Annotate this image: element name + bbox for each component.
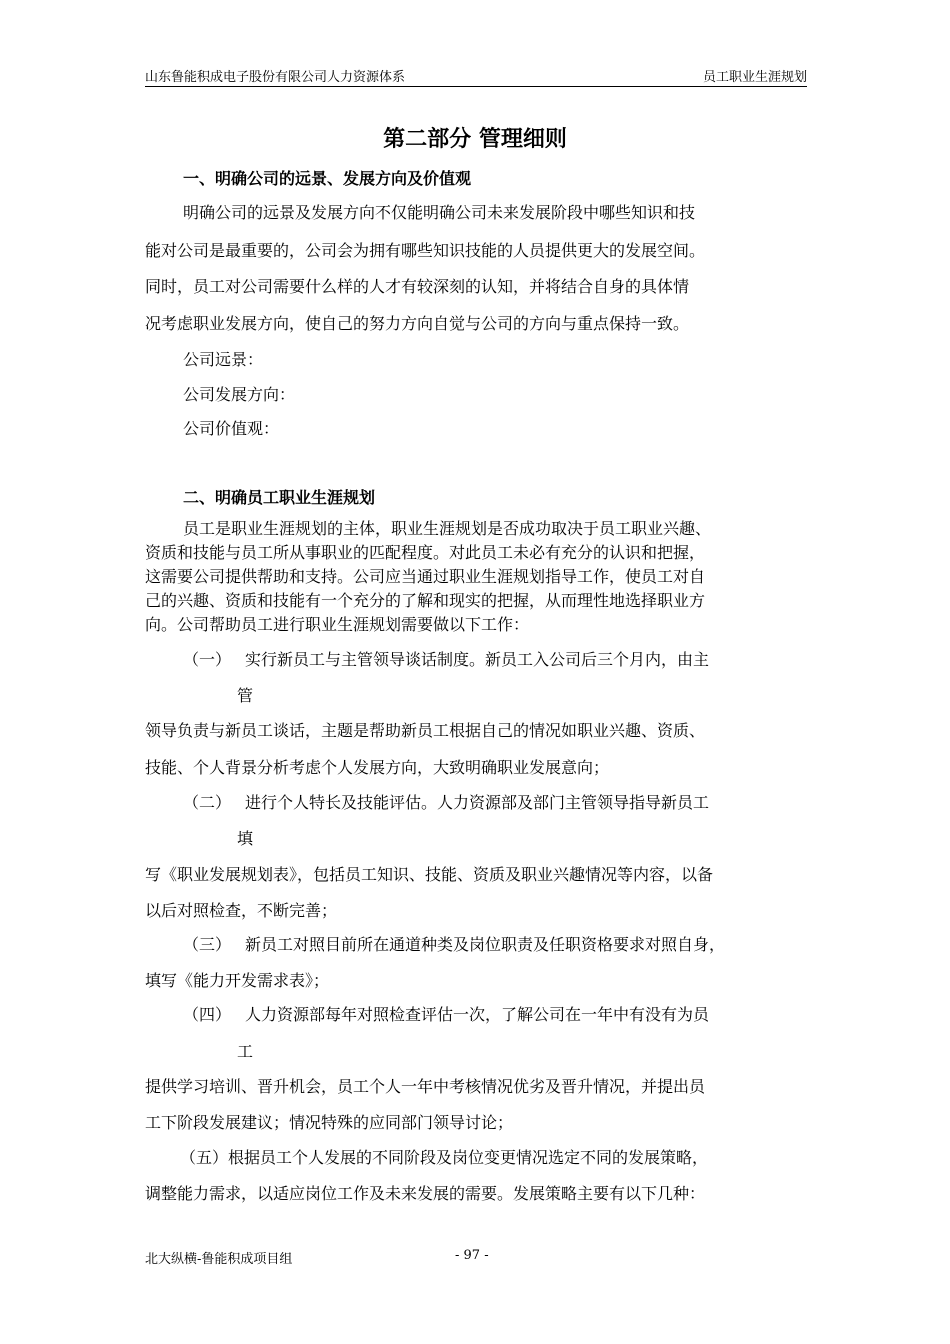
header-doc-title: 员工职业生涯规划	[702, 70, 807, 85]
item1-wrap: 管	[237, 686, 254, 705]
footer-project: 北大纵横-鲁能积成项目组	[145, 1252, 293, 1267]
page-header	[145, 64, 807, 87]
section1-para-line: 况考虑职业发展方向，使自己的努力方向自觉与公司的方向与重点保持一致。	[145, 314, 690, 333]
section1-para-line: 同时，员工对公司需要什么样的人才有较深刻的认知，并将结合自身的具体情	[145, 277, 690, 296]
item3-continued: 填写《能力开发需求表》；	[145, 971, 330, 990]
page-number: - 97 -	[455, 1248, 489, 1263]
item5-line: 调整能力需求，以适应岗位工作及未来发展的需要。发展策略主要有以下几种：	[145, 1184, 706, 1203]
item2-continued: 写《职业发展规划表》，包括员工知识、技能、资质及职业兴趣情况等内容，以备	[145, 865, 714, 884]
item4-text: 人力资源部每年对照检查评估一次，了解公司在一年中有没有为员	[245, 1005, 710, 1024]
item4-wrap: 工	[237, 1042, 254, 1061]
item2-number: （二）	[183, 793, 232, 812]
company-direction-label: 公司发展方向：	[183, 385, 296, 404]
company-vision-label: 公司远景：	[183, 350, 264, 369]
item1-number: （一）	[183, 650, 232, 669]
section2-intro-line: 员工是职业生涯规划的主体，职业生涯规划是否成功取决于员工职业兴趣、	[183, 519, 712, 538]
company-values-label: 公司价值观：	[183, 419, 280, 438]
item4-continued: 提供学习培训、晋升机会，员工个人一年中考核情况优劣及晋升情况，并提出员	[145, 1077, 706, 1096]
item4-continued: 工下阶段发展建议；情况特殊的应同部门领导讨论；	[145, 1113, 514, 1132]
section2-intro-line: 向。公司帮助员工进行职业生涯规划需要做以下工作：	[145, 615, 530, 634]
item4-number: （四）	[183, 1005, 232, 1024]
item3-text: 新员工对照目前所在通道种类及岗位职责及任职资格要求对照自身，	[245, 935, 726, 954]
section2-intro-line: 己的兴趣、资质和技能有一个充分的了解和现实的把握，从而理性地选择职业方	[145, 591, 706, 610]
item1-continued: 技能、个人背景分析考虑个人发展方向，大致明确职业发展意向；	[145, 758, 610, 777]
section1-para-line: 明确公司的远景及发展方向不仅能明确公司未来发展阶段中哪些知识和技	[183, 203, 696, 222]
section1-para-line: 能对公司是最重要的，公司会为拥有哪些知识技能的人员提供更大的发展空间。	[145, 241, 706, 260]
section2-heading: 二、明确员工职业生涯规划	[183, 488, 376, 507]
section2-intro-line: 资质和技能与员工所从事职业的匹配程度。对此员工未必有充分的认识和把握，	[145, 543, 706, 562]
section1-heading: 一、明确公司的远景、发展方向及价值观	[183, 169, 472, 188]
section2-intro-line: 这需要公司提供帮助和支持。公司应当通过职业生涯规划指导工作，使员工对自	[145, 567, 706, 586]
page-title: 第二部分 管理细则	[383, 127, 567, 152]
item1-text: 实行新员工与主管领导谈话制度。新员工入公司后三个月内，由主	[245, 650, 710, 669]
item2-continued: 以后对照检查，不断完善；	[145, 901, 338, 920]
item2-text: 进行个人特长及技能评估。人力资源部及部门主管领导指导新员工	[245, 793, 710, 812]
header-company: 山东鲁能积成电子股份有限公司人力资源体系	[145, 70, 406, 85]
item3-number: （三）	[183, 935, 232, 954]
item1-continued: 领导负责与新员工谈话，主题是帮助新员工根据自己的情况如职业兴趣、资质、	[145, 721, 706, 740]
item2-wrap: 填	[237, 829, 254, 848]
item5-line: （五）根据员工个人发展的不同阶段及岗位变更情况选定不同的发展策略，	[180, 1148, 709, 1167]
